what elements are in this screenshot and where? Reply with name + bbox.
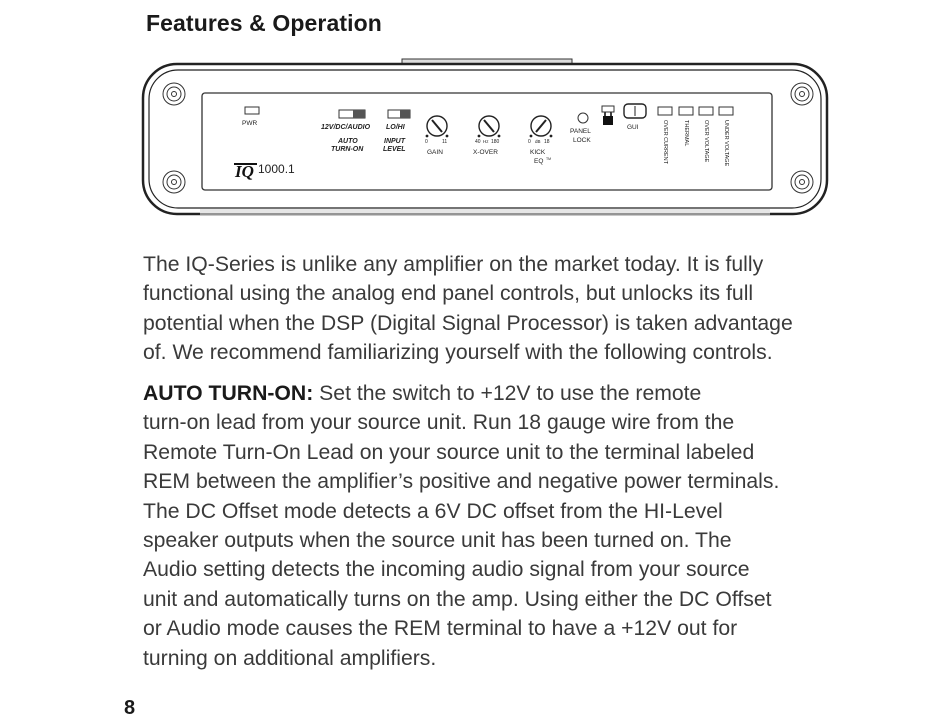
page-number: 8 bbox=[124, 697, 136, 719]
auto-turn-on-first-line bbox=[143, 379, 843, 408]
intro-paragraph bbox=[143, 250, 843, 368]
intro-line: of. We recommend familiarizing yourself with the following controls. bbox=[143, 341, 773, 365]
model-number: 1000.1 bbox=[258, 162, 295, 176]
panel-lock-label-2: LOCK bbox=[573, 137, 591, 144]
auto-turn-on-line: Remote Turn-On Lead on your source unit to the terminal labeled bbox=[143, 440, 755, 464]
intro-line: potential when the DSP (Digital Signal Processor) is taken advantage bbox=[143, 311, 793, 335]
kick-eq-label-1: KICK bbox=[530, 149, 546, 156]
kick-scale-unit: dB bbox=[535, 139, 541, 144]
auto-turn-on-first-line-text: Set the switch to +12V to use the remote bbox=[313, 382, 702, 405]
kick-scale-max: 18 bbox=[544, 139, 550, 145]
pwr-label: PWR bbox=[242, 120, 258, 127]
xover-scale-unit: Hz bbox=[483, 139, 489, 144]
amplifier-end-panel-illustration bbox=[140, 56, 830, 222]
input-level-label-1: INPUT bbox=[384, 138, 405, 145]
auto-turn-on-line: unit and automatically turns on the amp. Using either the DC Offset bbox=[143, 587, 772, 611]
auto-turn-on-line: turn-on lead from your source unit. Run 18 gauge wire from the bbox=[143, 411, 735, 435]
auto-turn-on-paragraph bbox=[143, 379, 843, 673]
auto-turn-on-line: or Audio mode causes the REM terminal to have a +12V out for bbox=[143, 617, 738, 641]
gui-port-label: GUI bbox=[627, 124, 639, 131]
gain-knob-label: GAIN bbox=[427, 149, 443, 156]
gain-scale-max: 11 bbox=[442, 139, 448, 145]
kick-eq-trademark: TM bbox=[546, 157, 552, 161]
intro-line: functional using the analog end panel controls, but unlocks its full bbox=[143, 282, 754, 306]
auto-turn-on-line: Audio setting detects the incoming audio signal from your source bbox=[143, 558, 750, 582]
auto-turn-on-line: REM between the amplifier’s positive and negative power terminals. bbox=[143, 470, 780, 494]
auto-turn-on-label-2: TURN-ON bbox=[331, 146, 364, 153]
gain-scale-min: 0 bbox=[425, 139, 428, 145]
kick-scale-min: 0 bbox=[528, 139, 531, 145]
xover-knob-label: X-OVER bbox=[473, 149, 498, 156]
auto-turn-on-label-1: AUTO bbox=[338, 138, 358, 145]
auto-turn-on-line: turning on additional amplifiers. bbox=[143, 646, 437, 670]
over-current-label: OVER CURRENT bbox=[662, 120, 668, 165]
kick-eq-label-2: EQ bbox=[534, 158, 544, 165]
input-level-switch-label: LO/HI bbox=[386, 124, 405, 131]
input-level-label-2: LEVEL bbox=[383, 146, 406, 153]
thermal-label: THERMAL bbox=[683, 120, 689, 147]
panel-lock-label-1: PANEL bbox=[570, 128, 591, 135]
page-heading: Features & Operation bbox=[146, 10, 382, 36]
iq-logo: IQ bbox=[235, 162, 254, 181]
intro-line: The IQ-Series is unlike any amplifier on the market today. It is fully bbox=[143, 253, 764, 276]
xover-scale-max: 180 bbox=[491, 139, 500, 145]
auto-turn-on-line: The DC Offset mode detects a 6V DC offset from the HI-Level bbox=[143, 499, 723, 523]
auto-turn-on-heading: AUTO TURN-ON: bbox=[143, 382, 314, 405]
auto-turn-on-switch-label: 12V/DC/AUDIO bbox=[321, 124, 371, 131]
over-voltage-label: OVER VOLTAGE bbox=[703, 120, 709, 163]
auto-turn-on-line: speaker outputs when the source unit has been turned on. The bbox=[143, 529, 732, 553]
xover-scale-min: 40 bbox=[475, 139, 481, 145]
under-voltage-label: UNDER VOLTAGE bbox=[723, 120, 729, 167]
